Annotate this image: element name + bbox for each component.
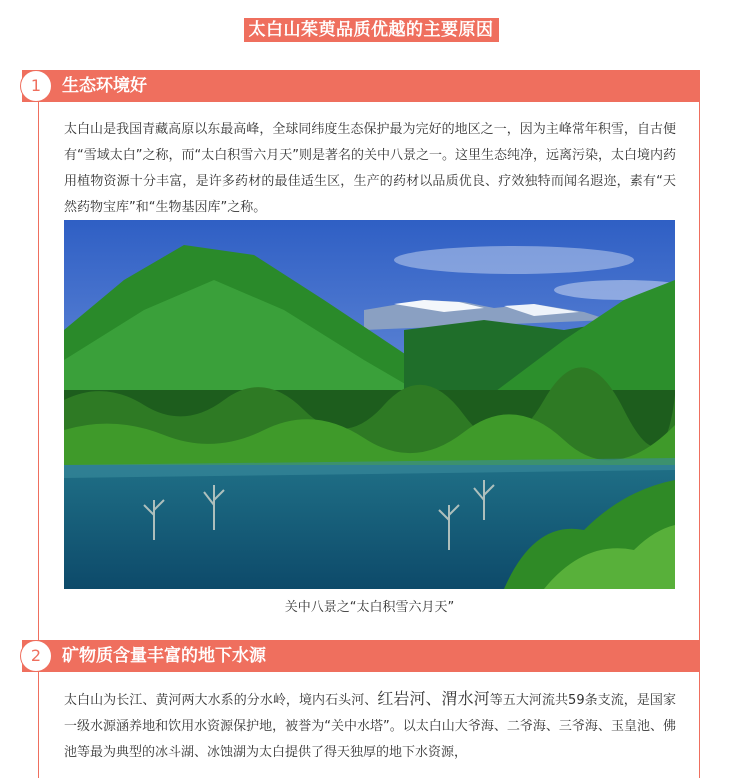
section-2-text-part-1: 太白山为长江、黄河两大水系的分水岭，境内石头河、 xyxy=(64,693,378,708)
section-2-number: 2 xyxy=(20,640,52,672)
section-2-title: 矿物质含量丰富的地下水源 xyxy=(62,646,266,666)
section-2-text-part-3: 等五大河流共59条支流，是国家一级水源涵养地和饮用水资源保护地，被誉为“关中水塔”。以太白山大爷海、二爷海、三爷海、玉皇池、佛池等最为典型的冰斗湖、冰蚀湖为太白提供了得天独厚的地下水资源， xyxy=(64,693,676,760)
photo-caption: 关中八景之“太白积雪六月天” xyxy=(284,600,455,615)
main-title-text: 太白山茱萸品质优越的主要原因 xyxy=(244,18,499,42)
section-1-paragraph: 太白山是我国青藏高原以东最高峰，全球同纬度生态保护最为完好的地区之一，因为主峰常年积雪，自古便有“雪域太白”之称，而“太白积雪六月天”则是著名的关中八景之一。这里生态纯净，远离污染，太白境内药用植物资源十分丰富，是许多药材的最佳适生区，生产的药材以品质优良、疗效独特而闻名遐迩，素有“天然药物宝库”和“生物基因库”之称。 xyxy=(64,122,676,215)
section-1-title: 生态环境好 xyxy=(62,76,147,96)
section-2-rivers-highlight: 红岩河、渭水河 xyxy=(377,689,490,708)
main-title xyxy=(0,18,742,42)
mountain-lake-photo xyxy=(64,220,675,589)
section-1-number: 1 xyxy=(20,70,52,102)
section-2-header xyxy=(22,640,700,672)
section-1-header xyxy=(22,70,700,102)
section-2-paragraph xyxy=(64,686,676,766)
